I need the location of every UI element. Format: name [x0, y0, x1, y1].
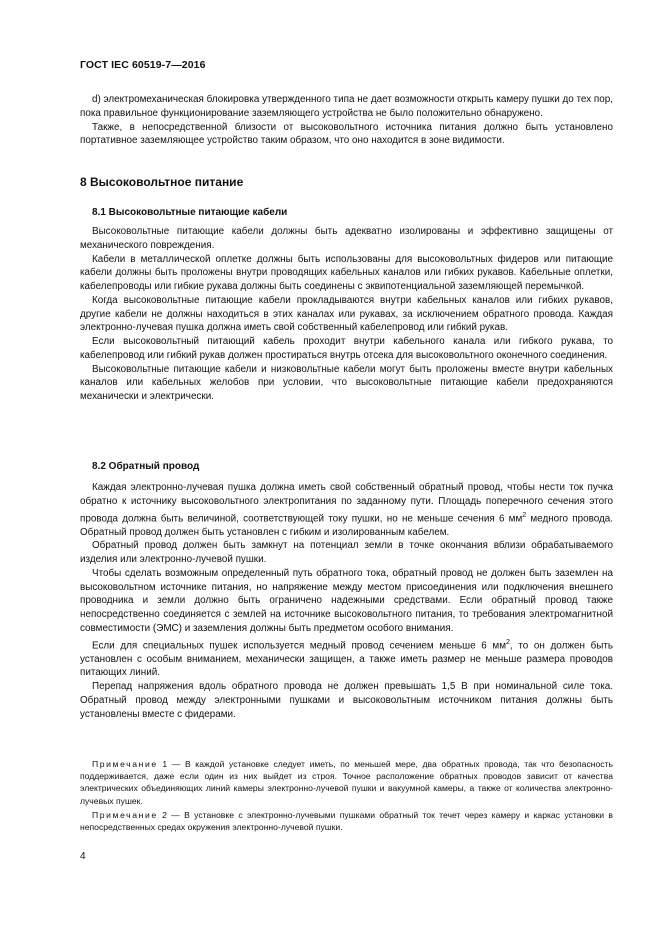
note-1	[80, 758, 613, 807]
paragraph: Обратный провод должен быть замкнут на потенциал земли в точке окончания вблизи обрабатываемого изделия или электронно-лучевой пушки.	[80, 540, 613, 566]
paragraph: Высоковольтные питающие кабели и низковольтные кабели могут быть проложены вместе внутри кабельных каналов или кабельных желобов при условии, что высоковольтные питающие кабели предохраняются механически и электрически.	[80, 363, 613, 402]
text-run: , то он должен быть установлен с особым вниманием, механически защищен, а также иметь размер не меньше размера проводов питающих линий.	[80, 639, 613, 679]
intro-block	[80, 93, 613, 148]
paragraph: Когда высоковольтные питающие кабели прокладываются внутри кабельных каналов или гибких рукавов, другие кабели не должны находиться в этих каналах или рукавах, за исключением обратного провода. Каждая электронно-лучевая пушка должна иметь свой собственный кабелепровод или гибкий рукав.	[80, 294, 613, 334]
paragraph: Кабели в металлической оплетке должны быть использованы для высоковольтных фидеров или питающие кабели должны быть проложены внутри проводящих кабельных каналов или гибких рукавов. Кабельные оплетки, кабелепроводы или гибкие рукава должны быть соединены с эквипотенциальной заземляющей перемычкой.	[80, 253, 613, 292]
subsection-8-2-heading: 8.2 Обратный провод	[92, 461, 200, 472]
subsection-8-1-body	[80, 225, 613, 404]
section-8-heading: 8 Высоковольтное питание	[80, 175, 244, 189]
note-text: 1 — В каждой установке следует иметь, по меньшей мере, два обратных провода, так что безопасность поддерживается, даже если один из них выйдет из строя. Точное расположение обратных проводов зависит от качества электрических объединяющих линий камеры электронно-лучевой пушки и вакуумной камеры, а также от количества электронно-лучевых пушек.	[80, 759, 613, 806]
text-run: Каждая электронно-лучевая пушка должна иметь свой собственный обратный провод, чтобы нести ток пучка обратно к источнику высоковольтного электропитания по заданному пути. Площадь поперечного сечения этого провода должна быть величиной, соответствующей току пушки, но не меньше сечения 6 мм	[80, 482, 613, 524]
paragraph: d) электромеханическая блокировка утвержденного типа не дает возможности открыть камеру пушки до тех пор, пока правильное функционирование заземляющего устройства не было положительно обнаружено.	[80, 94, 613, 119]
note-2	[80, 809, 613, 833]
text-run: медного провода. Обратный провод должен быть установлен с гибким и изолированным кабелем.	[80, 512, 614, 538]
superscript: 2	[506, 638, 510, 646]
paragraph: Перепад напряжения вдоль обратного провода не должен превышать 1,5 В при номинальной силе тока. Обратный провод между электронными пушками и высоковольтным источником питания должны быть установлены вместе с фидерами.	[80, 681, 613, 720]
paragraph	[80, 481, 613, 539]
document-header: ГОСТ IEC 60519-7—2016	[80, 59, 206, 71]
subsection-8-1-heading: 8.1 Высоковольтные питающие кабели	[92, 207, 288, 218]
page-number: 4	[80, 851, 86, 862]
note-label: Примечание	[92, 810, 158, 820]
paragraph: Также, в непосредственной близости от высоковольтного источника питания должно быть установлено портативное заземляющее устройство таким образом, что оно находится в зоне видимости.	[80, 121, 613, 147]
paragraph: Высоковольтные питающие кабели должны быть адекватно изолированы и эффективно защищены от механического повреждения.	[80, 226, 613, 251]
subsection-8-2-body	[80, 481, 613, 721]
note-text: 2 — В установке с электронно-лучевыми пушками обратный ток течет через камеру и каркас установки в непосредственных средах окружения электронно-лучевой пушки.	[80, 810, 613, 833]
paragraph: Если высоковольтный питающий кабель проходит внутри кабельного канала или гибкого рукава, то кабелепровод или гибкий рукав должен простираться внутрь отсека для высоковольтного оконечного соединения.	[80, 336, 613, 361]
paragraph: Чтобы сделать возможным определенный путь обратного тока, обратный провод не должен быть заземлен на высоковольтном источнике питания, но напряжение между местом присоединения или подключения внешнего проводника и земли должно быть ограничено надежными средствами. Если обратный провод также непосредственно соединяется с землей на источнике высоковольтного питания, то требования электромагнитной совместимости (ЭМС) и заземления должны быть предметом особого внимания.	[80, 567, 613, 634]
superscript: 2	[522, 511, 527, 519]
note-label: Примечание	[92, 759, 158, 769]
paragraph	[80, 636, 613, 681]
text-run: Если для специальных пушек используется медный провод сечением меньше 6 мм	[92, 639, 507, 651]
